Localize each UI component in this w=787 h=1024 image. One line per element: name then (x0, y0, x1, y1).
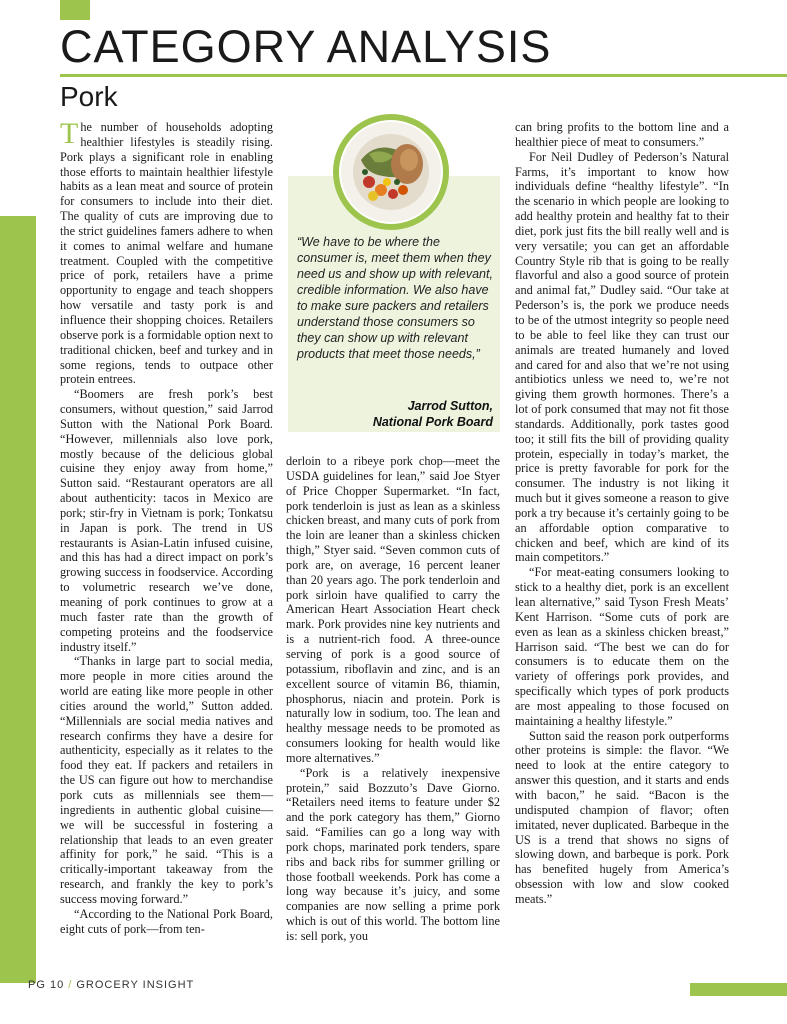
paragraph: can bring profits to the bottom line and a healthier piece of meat to consumers.” (515, 120, 729, 149)
section-title: CATEGORY ANALYSIS (60, 21, 552, 72)
page-number: PG 10 (28, 979, 65, 991)
pull-quote-author: Jarrod Sutton, (407, 399, 493, 413)
food-plate-icon (339, 120, 443, 224)
paragraph-text: he number of households adopting healthier lifestyles is steadily rising. Pork plays a significant role in enabling those efforts to maintain healthier lifestyle habits as a lean meat and source of protein for consumers to include into their diet. The quality of cuts are improving due to the strict guidelines famers adhere to when it comes to animal welfare and humane treatment. Coupled with the competitive price of pork, retailers have a prime opportunity to engage and teach shoppers how versatile and tasty pork is and influence their shopping choices. Retailers observe pork is a formidable option next to traditional chicken, beef and turkey and in some regions, tends to outpace other protein entrees. (60, 120, 273, 387)
pull-quote-text: “We have to be where the consumer is, meet them when they need us and show up with relevant, credible information. We also have to make sure packers and retailers understand those consumers so they can show up with relevant products that meet those needs,” (297, 235, 493, 361)
header-rule (60, 74, 787, 77)
publication-name: GROCERY INSIGHT (76, 979, 195, 991)
paragraph: “For meat-eating consumers looking to stick to a healthy diet, pork is an excellent lean alternative,” said Tyson Fresh Meats’ Kent Harrison. “Some cuts of pork are even as lean as a skinless chicken breast,” Harrison said. “The best we can do for consumers is to educate them on the variety of offerings pork provides, and specifically which types of pork products are most appealing to those focused on maintaining a healthy lifestyle.” (515, 565, 729, 728)
paragraph: “Pork is a relatively inexpensive protein,” said Bozzuto’s Dave Giorno. “Retailers need items to feature under $2 and the pork category has them,” Giorno said. “Families can go a long way with pork chops, marinated pork tenders, spare ribs and back ribs for summer grilling or those football weekends. Pork has come a long way because it’s juicy, and some companies are now selling a prime pork which is out of this world. The bottom line is: sell pork, you (286, 765, 500, 943)
page-subtitle: Pork (60, 81, 118, 112)
paragraph: For Neil Dudley of Pederson’s Natural Farms, it’s important to know how individuals define “healthy lifestyle”. “In the scenario in which people are looking to add healthy protein and healthy fat to their diet, pork just fits the bill really well and is very versatile; you can get an affordable Country Style rib that is going to be really flavorful and also a good source of protein and animal fat,” Dudley said. “Our take at Pederson’s is, the pork we produce needs to be of the utmost integrity so people need to be able to feel like they can trust our animals are treated humanely and loved and cared for and also that we’re not using antibiotics unless we need to, we’re not giving them growth hormones. There’s a lot of pork consumed that may not fit those standards. Additionally, pork tastes good too; it still fits the bill of providing quality protein, especially in today’s market, the price is pretty favorable for pork for the consumer. The industry is not liking it much but it gives someone a reason to give pork a try because it’s certainly going to be an affordable option comparative to chicken and beef, which are kind of its main competitors.” (515, 149, 729, 565)
drop-cap: T (60, 117, 79, 150)
top-accent-tab (60, 0, 90, 20)
page-footer (28, 979, 194, 991)
paragraph: “Boomers are fresh pork’s best consumers, without question,” said Jarrod Sutton with the National Pork Board. “However, millennials also love pork, mostly because of the delicious global cuisine they enjoy away from home,” Sutton said. “Restaurant operators are all about authenticity: tacos in Mexico are pork; stir-fry in Vietnam is pork; Tonkatsu in Japan is pork. The trend in US restaurants is Asian-Latin infused cuisine, and this has had a direct impact on pork’s growing success in foodservice. According to volumetric research we’ve done, meaning of pork continues to grow at a much faster rate than the growth of competing proteins and the foodservice industry itself.” (60, 387, 273, 654)
pull-quote-organization: National Pork Board (372, 415, 493, 429)
article-column-2 (286, 454, 500, 944)
left-accent-bar (0, 216, 36, 983)
pull-quote-attribution (297, 398, 493, 430)
footer-separator: / (68, 979, 73, 991)
paragraph: derloin to a ribeye pork chop—meet the USDA guidelines for lean,” said Joe Styer of Price Chopper Supermarket. “In fact, pork tenderloin is just as lean as a skinless chicken breast, and many cuts of pork from the loin are leaner than a skinless chicken thigh,” Styer said. “Seven common cuts of pork are, on average, 16 percent leaner than 20 years ago. The pork tenderloin and pork sirloin have qualified to carry the American Heart Association Heart check mark. Pork provides nine key nutrients and is a nutrient-rich food. A three-ounce serving of pork is a good source of potassium, riboflavin and zinc, and is an excellent source of vitamin B6, thiamin, phosphorus, niacin and protein. Pork is naturally low in sodium, too. The lean and healthy message needs to be promoted as consumers looking for health would like more alternatives.” (286, 454, 500, 765)
paragraph: “According to the National Pork Board, eight cuts of pork—from ten- (60, 906, 273, 936)
article-column-1 (60, 117, 273, 936)
paragraph: Sutton said the reason pork outperforms other proteins is simple: the flavor. “We need to look at the entire category to answer this question, and it starts and ends with bacon,” he said. “Bacon is the undisputed champion of flavor; often imitated, never duplicated. Barbeque in the US is a trend that shows no signs of slowing down, and barbeque is pork. Pork has benefited hugely from America’s obsession with low and slow cooked meats.” (515, 728, 729, 906)
article-column-3 (515, 120, 729, 907)
bottom-accent-tab (690, 983, 787, 996)
paragraph: “Thanks in large part to social media, more people in more cities around the world are eating like more people in other cities around the world,” Sutton added. “Millennials are social media natives and research confirms they have a desire for authenticity, especially as it relates to the food they eat. If packers and retailers in the US can figure out how to merchandise pork cuts as millennials see them—ingredients in authentic global cuisine—we will be successful in fostering a relationship that leads to an even greater affinity for pork,” he said. “This is a critically-important takeaway from the research, and frankly the key to pork’s success moving forward.” (60, 654, 273, 906)
paragraph (60, 117, 273, 387)
food-plate-photo (339, 120, 443, 224)
